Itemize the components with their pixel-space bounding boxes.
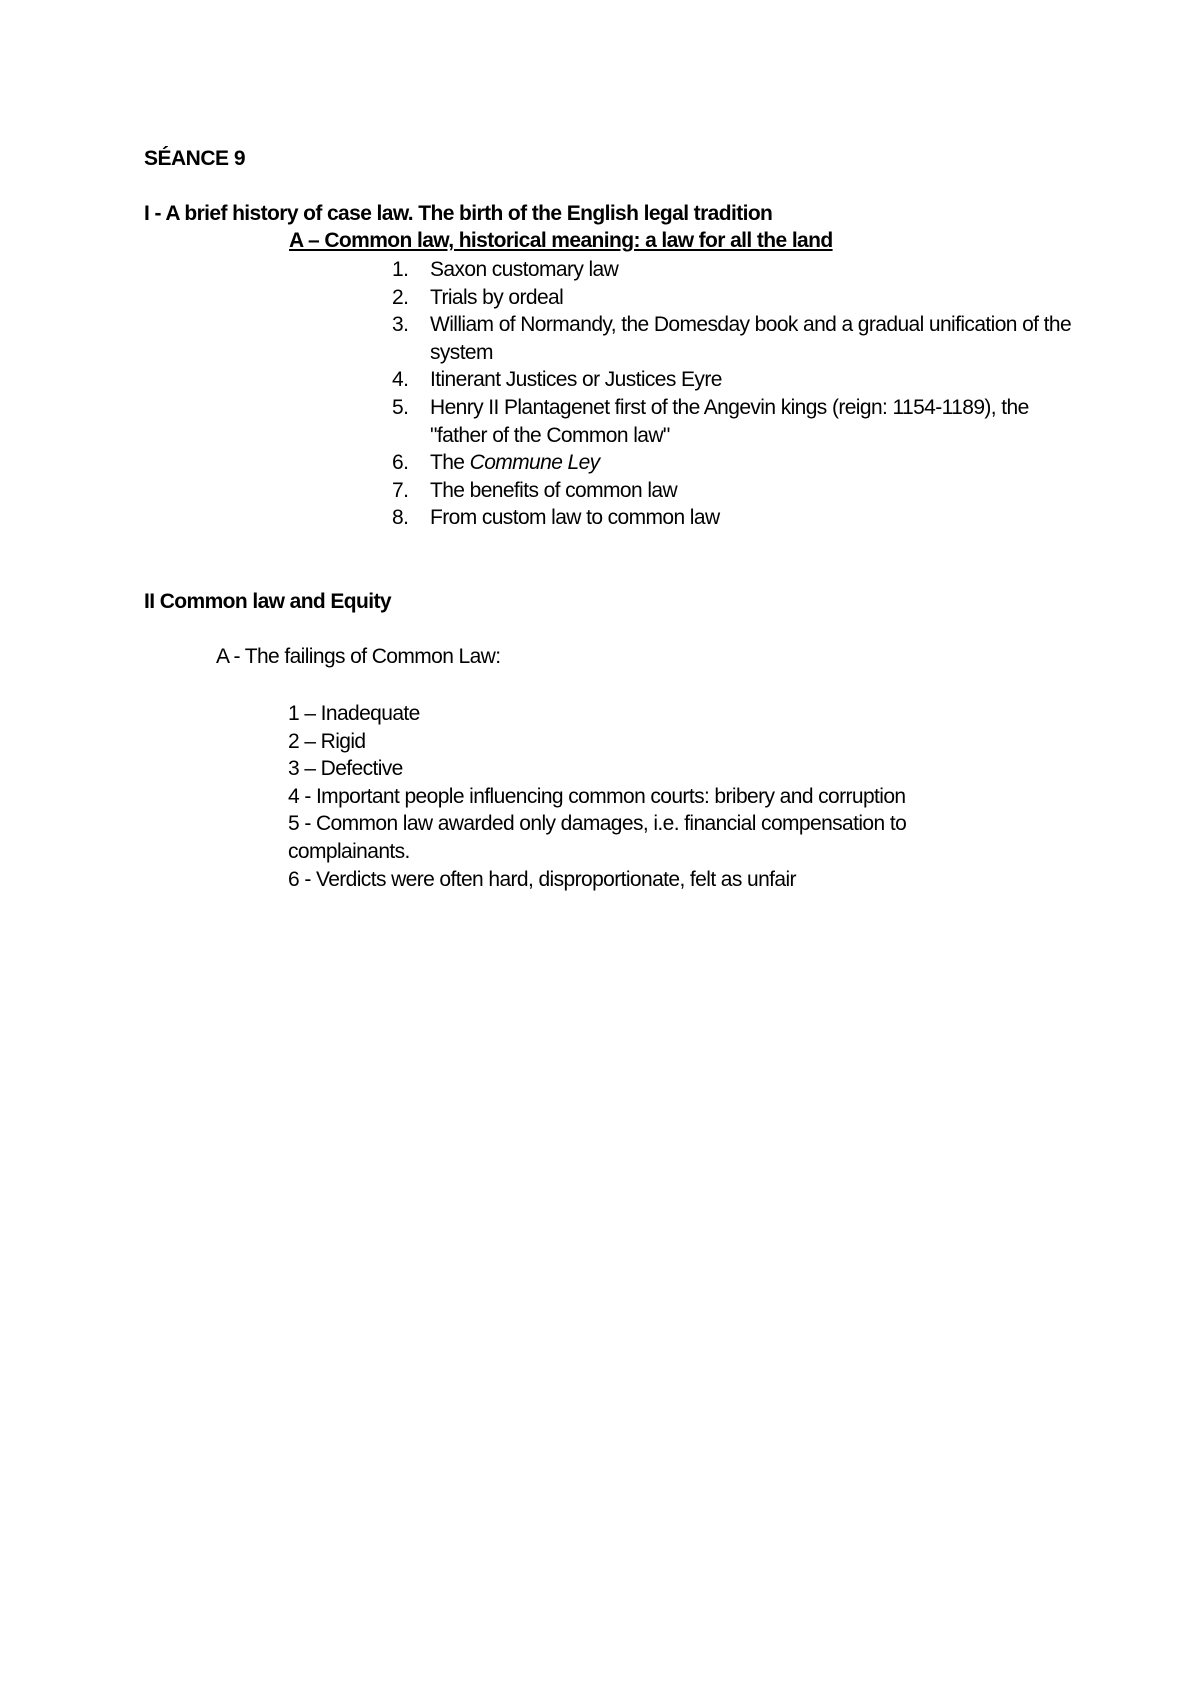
failings-list	[288, 700, 988, 893]
list-item-number: 1.	[392, 258, 409, 281]
history-list	[380, 256, 1080, 532]
list-item	[380, 394, 1080, 449]
list-item-text: William of Normandy, the Domesday book and a gradual unification of the system	[430, 313, 1072, 364]
section-2-heading: II Common law and Equity	[144, 590, 391, 613]
list-item	[380, 284, 1080, 312]
list-item	[380, 256, 1080, 284]
list-item	[380, 311, 1080, 366]
list-item	[380, 366, 1080, 394]
list-item-number: 4.	[392, 368, 409, 392]
list-item-text: Saxon customary law	[430, 258, 619, 281]
list-item-text-italic: Commune Ley	[469, 451, 600, 475]
list-item-text: Itinerant Justices or Justices Eyre	[430, 368, 722, 392]
list-item	[380, 449, 1080, 477]
list-item-number: 2.	[392, 285, 409, 309]
list-item	[380, 477, 1080, 505]
document-title: SÉANCE 9	[144, 147, 246, 170]
list-item: 5 - Common law awarded only damages, i.e. financial compensation to complainants.	[288, 812, 907, 863]
list-item-number: 3.	[392, 313, 409, 337]
list-item: 1 – Inadequate	[288, 702, 420, 725]
list-item-text-prefix: The	[430, 451, 470, 475]
list-item: 4 - Important people influencing common courts: bribery and corruption	[288, 784, 906, 808]
list-item-number: 8.	[392, 506, 409, 530]
list-item: 2 – Rigid	[288, 729, 366, 753]
list-item-number: 6.	[392, 451, 409, 475]
list-item-text: Henry II Plantagenet first of the Angevin kings (reign: 1154-1189), the "father of the Common law"	[430, 395, 1029, 447]
list-item-text: Trials by ordeal	[430, 285, 564, 309]
list-item: 6 - Verdicts were often hard, disproportionate, felt as unfair	[288, 867, 796, 891]
list-item-number: 7.	[392, 478, 409, 502]
section-1-subheading: A – Common law, historical meaning: a law for all the land	[289, 229, 833, 252]
section-2-subheading: A - The failings of Common Law:	[216, 645, 501, 668]
list-item-text: The benefits of common law	[430, 478, 678, 502]
list-item-text: From custom law to common law	[430, 506, 720, 530]
section-1-heading: I - A brief history of case law. The birth of the English legal tradition	[144, 202, 773, 225]
list-item: 3 – Defective	[288, 757, 403, 781]
list-item-number: 5.	[392, 395, 409, 419]
list-item	[380, 504, 1080, 532]
